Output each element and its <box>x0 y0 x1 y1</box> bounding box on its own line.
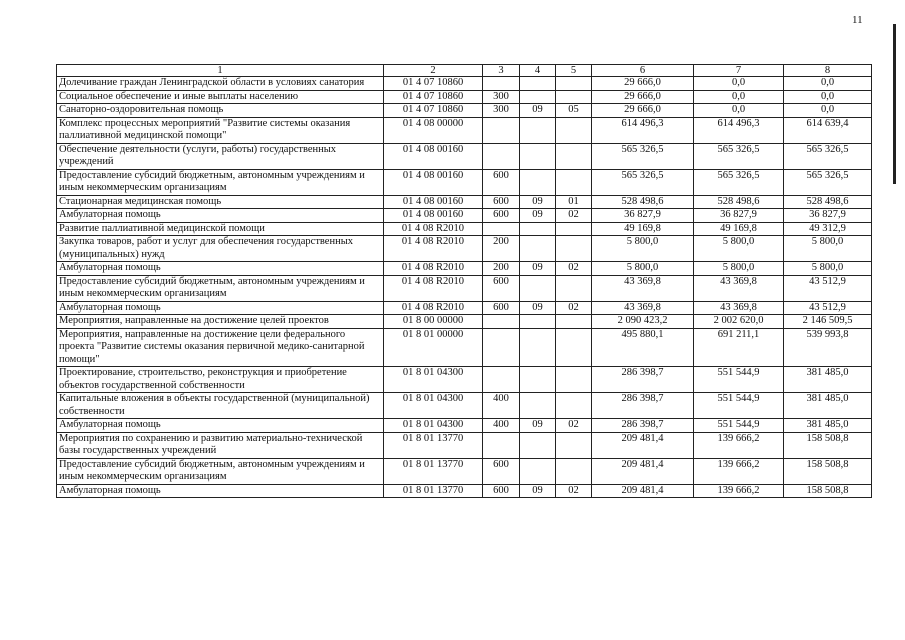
target-code-cell: 01 4 08 R2010 <box>384 222 483 236</box>
expense-type-cell: 600 <box>483 458 520 484</box>
target-code-cell: 01 4 08 00160 <box>384 169 483 195</box>
amount-year3-cell: 381 485,0 <box>784 419 872 433</box>
section-cell: 09 <box>520 262 556 276</box>
table-row <box>57 328 872 367</box>
amount-year1-cell: 565 326,5 <box>592 169 694 195</box>
row-name-cell: Амбулаторная помощь <box>57 262 384 276</box>
column-header: 7 <box>694 65 784 77</box>
amount-year2-cell: 551 544,9 <box>694 393 784 419</box>
target-code-cell: 01 8 01 04300 <box>384 367 483 393</box>
amount-year2-cell: 139 666,2 <box>694 432 784 458</box>
expense-type-cell <box>483 77 520 91</box>
amount-year1-cell: 209 481,4 <box>592 484 694 498</box>
amount-year3-cell: 5 800,0 <box>784 262 872 276</box>
section-cell <box>520 367 556 393</box>
row-name-cell: Социальное обеспечение и иные выплаты населению <box>57 90 384 104</box>
row-name-cell: Амбулаторная помощь <box>57 484 384 498</box>
column-header: 6 <box>592 65 694 77</box>
target-code-cell: 01 8 01 00000 <box>384 328 483 367</box>
subsection-cell <box>556 432 592 458</box>
section-cell <box>520 432 556 458</box>
amount-year1-cell: 209 481,4 <box>592 432 694 458</box>
target-code-cell: 01 4 07 10860 <box>384 104 483 118</box>
amount-year2-cell: 0,0 <box>694 90 784 104</box>
table-row <box>57 104 872 118</box>
subsection-cell: 02 <box>556 262 592 276</box>
amount-year3-cell: 5 800,0 <box>784 236 872 262</box>
amount-year2-cell: 139 666,2 <box>694 458 784 484</box>
row-name-cell: Санаторно-оздоровительная помощь <box>57 104 384 118</box>
target-code-cell: 01 8 01 13770 <box>384 458 483 484</box>
amount-year1-cell: 29 666,0 <box>592 77 694 91</box>
column-header: 3 <box>483 65 520 77</box>
target-code-cell: 01 4 08 R2010 <box>384 301 483 315</box>
subsection-cell <box>556 236 592 262</box>
budget-table <box>56 64 872 498</box>
section-cell <box>520 77 556 91</box>
expense-type-cell: 600 <box>483 169 520 195</box>
expense-type-cell: 200 <box>483 236 520 262</box>
row-name-cell: Долечивание граждан Ленинградской области в условиях санатория <box>57 77 384 91</box>
target-code-cell: 01 8 01 13770 <box>384 432 483 458</box>
amount-year3-cell: 539 993,8 <box>784 328 872 367</box>
expense-type-cell: 600 <box>483 301 520 315</box>
subsection-cell: 02 <box>556 419 592 433</box>
expense-type-cell <box>483 367 520 393</box>
amount-year2-cell: 49 169,8 <box>694 222 784 236</box>
subsection-cell <box>556 275 592 301</box>
amount-year3-cell: 43 512,9 <box>784 301 872 315</box>
amount-year1-cell: 29 666,0 <box>592 104 694 118</box>
amount-year3-cell: 158 508,8 <box>784 484 872 498</box>
amount-year2-cell: 528 498,6 <box>694 195 784 209</box>
amount-year1-cell: 286 398,7 <box>592 419 694 433</box>
amount-year2-cell: 43 369,8 <box>694 301 784 315</box>
section-cell <box>520 393 556 419</box>
amount-year3-cell: 49 312,9 <box>784 222 872 236</box>
expense-type-cell <box>483 432 520 458</box>
section-cell: 09 <box>520 209 556 223</box>
subsection-cell <box>556 90 592 104</box>
table-row <box>57 458 872 484</box>
subsection-cell <box>556 367 592 393</box>
subsection-cell: 02 <box>556 301 592 315</box>
section-cell: 09 <box>520 301 556 315</box>
row-name-cell: Амбулаторная помощь <box>57 301 384 315</box>
amount-year3-cell: 381 485,0 <box>784 367 872 393</box>
row-name-cell: Закупка товаров, работ и услуг для обеспечения государственных (муниципальных) нужд <box>57 236 384 262</box>
column-header: 5 <box>556 65 592 77</box>
amount-year1-cell: 29 666,0 <box>592 90 694 104</box>
amount-year3-cell: 565 326,5 <box>784 169 872 195</box>
row-name-cell: Мероприятия по сохранению и развитию материально-технической базы государственных учреждений <box>57 432 384 458</box>
expense-type-cell <box>483 315 520 329</box>
table-row <box>57 419 872 433</box>
amount-year2-cell: 2 002 620,0 <box>694 315 784 329</box>
column-header: 8 <box>784 65 872 77</box>
expense-type-cell <box>483 117 520 143</box>
amount-year1-cell: 614 496,3 <box>592 117 694 143</box>
amount-year2-cell: 43 369,8 <box>694 275 784 301</box>
row-name-cell: Обеспечение деятельности (услуги, работы) государственных учреждений <box>57 143 384 169</box>
page-number: 11 <box>852 14 863 26</box>
amount-year3-cell: 158 508,8 <box>784 458 872 484</box>
amount-year2-cell: 551 544,9 <box>694 419 784 433</box>
section-cell <box>520 169 556 195</box>
subsection-cell <box>556 328 592 367</box>
table-row <box>57 195 872 209</box>
section-cell: 09 <box>520 104 556 118</box>
amount-year2-cell: 614 496,3 <box>694 117 784 143</box>
amount-year2-cell: 0,0 <box>694 104 784 118</box>
subsection-cell: 02 <box>556 209 592 223</box>
table-row <box>57 301 872 315</box>
subsection-cell <box>556 458 592 484</box>
section-cell <box>520 275 556 301</box>
target-code-cell: 01 4 08 00160 <box>384 209 483 223</box>
row-name-cell: Предоставление субсидий бюджетным, автономным учреждениям и иным некоммерческим организациям <box>57 169 384 195</box>
target-code-cell: 01 8 01 04300 <box>384 419 483 433</box>
amount-year2-cell: 139 666,2 <box>694 484 784 498</box>
amount-year1-cell: 495 880,1 <box>592 328 694 367</box>
column-header: 1 <box>57 65 384 77</box>
column-header: 4 <box>520 65 556 77</box>
target-code-cell: 01 4 08 R2010 <box>384 262 483 276</box>
column-header: 2 <box>384 65 483 77</box>
expense-type-cell <box>483 328 520 367</box>
amount-year1-cell: 43 369,8 <box>592 301 694 315</box>
section-cell <box>520 117 556 143</box>
amount-year1-cell: 286 398,7 <box>592 393 694 419</box>
row-name-cell: Предоставление субсидий бюджетным, автономным учреждениям и иным некоммерческим организациям <box>57 275 384 301</box>
amount-year2-cell: 5 800,0 <box>694 236 784 262</box>
section-cell: 09 <box>520 484 556 498</box>
section-cell <box>520 458 556 484</box>
section-cell: 09 <box>520 195 556 209</box>
row-name-cell: Предоставление субсидий бюджетным, автономным учреждениям и иным некоммерческим организациям <box>57 458 384 484</box>
row-name-cell: Мероприятия, направленные на достижение целей проектов <box>57 315 384 329</box>
table-row <box>57 367 872 393</box>
target-code-cell: 01 4 08 R2010 <box>384 275 483 301</box>
amount-year3-cell: 2 146 509,5 <box>784 315 872 329</box>
row-name-cell: Комплекс процессных мероприятий "Развитие системы оказания паллиативной медицинской помощи" <box>57 117 384 143</box>
target-code-cell: 01 4 08 00160 <box>384 143 483 169</box>
table-row <box>57 209 872 223</box>
table-row <box>57 484 872 498</box>
table-row <box>57 117 872 143</box>
subsection-cell: 05 <box>556 104 592 118</box>
expense-type-cell: 200 <box>483 262 520 276</box>
target-code-cell: 01 8 00 00000 <box>384 315 483 329</box>
expense-type-cell <box>483 143 520 169</box>
amount-year2-cell: 0,0 <box>694 77 784 91</box>
amount-year2-cell: 565 326,5 <box>694 169 784 195</box>
amount-year3-cell: 0,0 <box>784 90 872 104</box>
subsection-cell <box>556 315 592 329</box>
subsection-cell <box>556 222 592 236</box>
expense-type-cell: 600 <box>483 209 520 223</box>
table-row <box>57 236 872 262</box>
expense-type-cell: 300 <box>483 90 520 104</box>
section-cell <box>520 328 556 367</box>
target-code-cell: 01 8 01 13770 <box>384 484 483 498</box>
section-cell <box>520 222 556 236</box>
expense-type-cell: 600 <box>483 484 520 498</box>
target-code-cell: 01 8 01 04300 <box>384 393 483 419</box>
amount-year2-cell: 36 827,9 <box>694 209 784 223</box>
section-cell <box>520 143 556 169</box>
row-name-cell: Проектирование, строительство, реконструкция и приобретение объектов государственной собственности <box>57 367 384 393</box>
amount-year1-cell: 565 326,5 <box>592 143 694 169</box>
amount-year1-cell: 209 481,4 <box>592 458 694 484</box>
section-cell <box>520 315 556 329</box>
target-code-cell: 01 4 07 10860 <box>384 90 483 104</box>
row-name-cell: Амбулаторная помощь <box>57 209 384 223</box>
amount-year2-cell: 551 544,9 <box>694 367 784 393</box>
target-code-cell: 01 4 08 00160 <box>384 195 483 209</box>
target-code-cell: 01 4 07 10860 <box>384 77 483 91</box>
amount-year3-cell: 614 639,4 <box>784 117 872 143</box>
amount-year1-cell: 5 800,0 <box>592 236 694 262</box>
section-cell <box>520 236 556 262</box>
table-row <box>57 393 872 419</box>
amount-year3-cell: 565 326,5 <box>784 143 872 169</box>
expense-type-cell: 300 <box>483 104 520 118</box>
target-code-cell: 01 4 08 00000 <box>384 117 483 143</box>
subsection-cell <box>556 117 592 143</box>
table-row <box>57 262 872 276</box>
target-code-cell: 01 4 08 R2010 <box>384 236 483 262</box>
table-row <box>57 432 872 458</box>
table-row <box>57 77 872 91</box>
section-cell <box>520 90 556 104</box>
section-cell: 09 <box>520 419 556 433</box>
subsection-cell <box>556 393 592 419</box>
amount-year1-cell: 528 498,6 <box>592 195 694 209</box>
amount-year2-cell: 691 211,1 <box>694 328 784 367</box>
amount-year3-cell: 0,0 <box>784 104 872 118</box>
amount-year3-cell: 43 512,9 <box>784 275 872 301</box>
expense-type-cell: 400 <box>483 419 520 433</box>
table-row <box>57 315 872 329</box>
row-name-cell: Мероприятия, направленные на достижение цели федерального проекта "Развитие системы оказания первичной медико-санитарной помощи" <box>57 328 384 367</box>
amount-year3-cell: 381 485,0 <box>784 393 872 419</box>
amount-year3-cell: 158 508,8 <box>784 432 872 458</box>
table-row <box>57 143 872 169</box>
subsection-cell: 01 <box>556 195 592 209</box>
expense-type-cell: 600 <box>483 195 520 209</box>
subsection-cell <box>556 143 592 169</box>
table-row <box>57 169 872 195</box>
table-row <box>57 222 872 236</box>
amount-year3-cell: 0,0 <box>784 77 872 91</box>
table-header-row <box>57 65 872 77</box>
subsection-cell <box>556 169 592 195</box>
amount-year1-cell: 2 090 423,2 <box>592 315 694 329</box>
subsection-cell: 02 <box>556 484 592 498</box>
amount-year1-cell: 5 800,0 <box>592 262 694 276</box>
expense-type-cell: 400 <box>483 393 520 419</box>
row-name-cell: Амбулаторная помощь <box>57 419 384 433</box>
amount-year2-cell: 5 800,0 <box>694 262 784 276</box>
amount-year2-cell: 565 326,5 <box>694 143 784 169</box>
subsection-cell <box>556 77 592 91</box>
expense-type-cell: 600 <box>483 275 520 301</box>
row-name-cell: Стационарная медицинская помощь <box>57 195 384 209</box>
amount-year3-cell: 528 498,6 <box>784 195 872 209</box>
amount-year1-cell: 36 827,9 <box>592 209 694 223</box>
page-edge-line <box>893 24 896 184</box>
row-name-cell: Капитальные вложения в объекты государственной (муниципальной) собственности <box>57 393 384 419</box>
amount-year1-cell: 286 398,7 <box>592 367 694 393</box>
amount-year1-cell: 49 169,8 <box>592 222 694 236</box>
table-row <box>57 275 872 301</box>
row-name-cell: Развитие паллиативной медицинской помощи <box>57 222 384 236</box>
amount-year3-cell: 36 827,9 <box>784 209 872 223</box>
amount-year1-cell: 43 369,8 <box>592 275 694 301</box>
table-row <box>57 90 872 104</box>
expense-type-cell <box>483 222 520 236</box>
